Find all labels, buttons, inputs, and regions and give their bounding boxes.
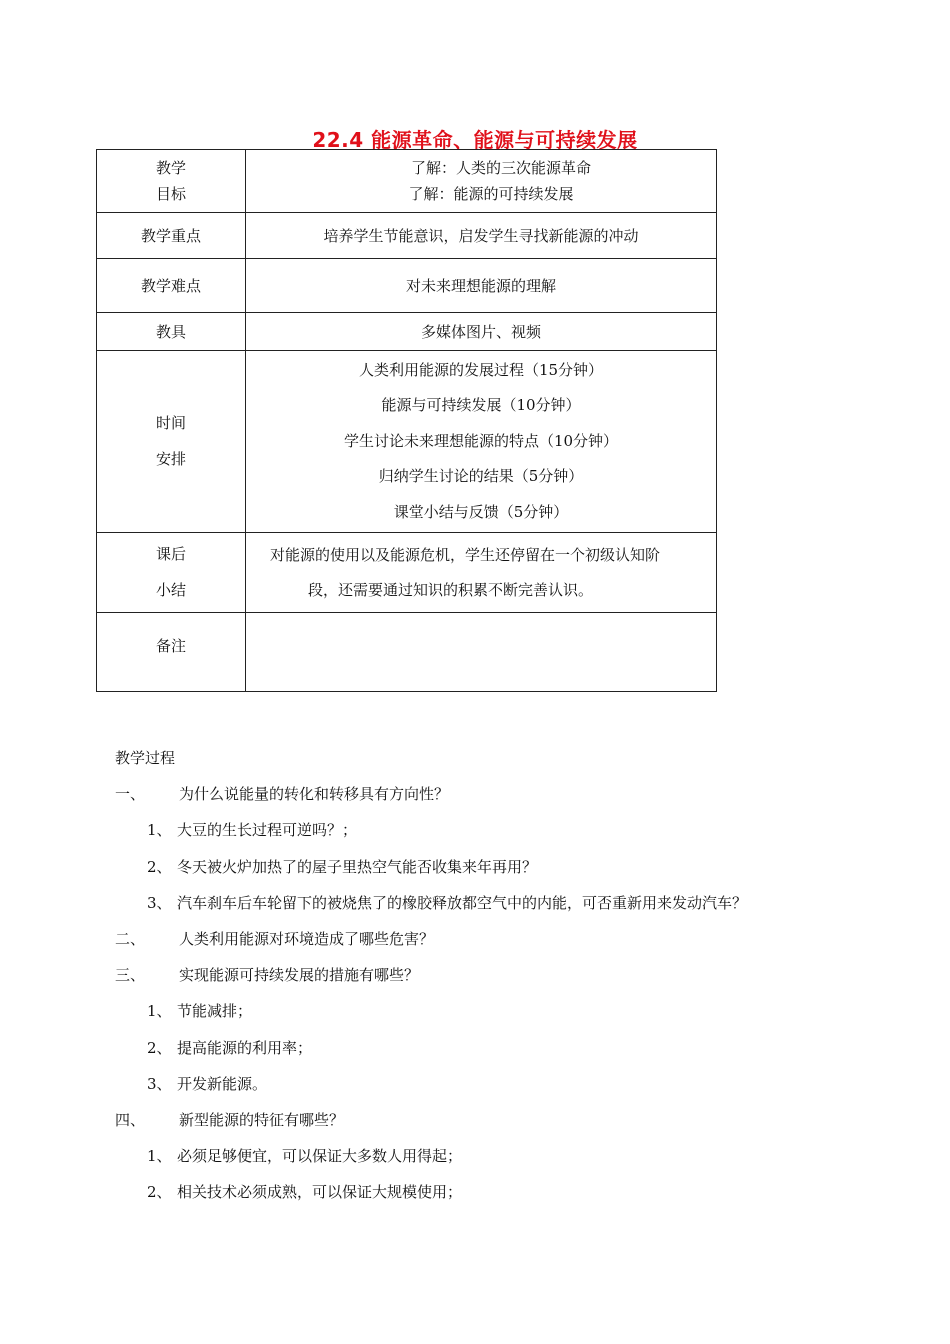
table-row-schedule	[97, 351, 717, 533]
notes-label: 备注	[97, 613, 246, 692]
summary-label-line1: 课后	[155, 545, 186, 563]
table-row-notes	[97, 613, 717, 692]
section-text: 为什么说能量的转化和转移具有方向性？	[179, 785, 450, 804]
difficulty-label: 教学难点	[97, 259, 246, 313]
process-item	[115, 885, 835, 921]
tools-content: 多媒体图片、视频	[246, 313, 717, 351]
summary-content-cell	[246, 533, 717, 613]
goal-label-cell	[97, 150, 246, 213]
goal-label-line2: 目标	[155, 185, 186, 203]
item-number: 1、	[147, 821, 172, 840]
difficulty-content: 对未来理想能源的理解	[246, 259, 717, 313]
schedule-item: 归纳学生讨论的结果（5分钟）	[378, 467, 584, 486]
item-text: 提高能源的利用率；	[177, 1038, 313, 1057]
goal-line-2: 了解：能源的可持续发展	[408, 185, 574, 203]
summary-label-line2: 小结	[155, 580, 186, 599]
item-text: 相关技术必须成熟，可以保证大规模使用；	[177, 1183, 463, 1202]
section-number: 三、	[115, 966, 146, 985]
item-number: 2、	[147, 857, 172, 876]
goal-content-cell	[246, 150, 717, 213]
section-text: 实现能源可持续发展的措施有哪些？	[179, 966, 420, 985]
process-item	[115, 1174, 835, 1210]
schedule-label-line2: 安排	[155, 449, 186, 468]
process-section	[115, 1102, 835, 1138]
item-number: 2、	[147, 1183, 172, 1202]
section-text: 人类利用能源对环境造成了哪些危害？	[179, 929, 435, 948]
section-text: 新型能源的特征有哪些？	[179, 1110, 345, 1129]
item-number: 2、	[147, 1038, 172, 1057]
process-item	[115, 1030, 835, 1066]
schedule-label-line1: 时间	[155, 414, 186, 432]
item-text: 必须足够便宜，可以保证大多数人用得起；	[177, 1147, 463, 1166]
table-row-summary	[97, 533, 717, 613]
goal-label-line1: 教学	[155, 159, 186, 177]
process-item	[115, 812, 835, 848]
item-number: 1、	[147, 1002, 172, 1021]
item-number: 3、	[147, 893, 172, 912]
section-number: 二、	[115, 929, 146, 948]
section-number: 四、	[115, 1110, 146, 1129]
item-text: 汽车刹车后车轮留下的被烧焦了的橡胶释放都空气中的内能，可否重新用来发动汽车？	[177, 893, 748, 912]
schedule-label-cell	[97, 351, 246, 533]
goal-line-1: 了解：人类的三次能源革命	[410, 159, 591, 177]
teaching-process	[115, 740, 835, 1210]
item-text: 节能减排；	[177, 1002, 253, 1021]
table-row-difficulty	[97, 259, 717, 313]
process-item	[115, 849, 835, 885]
schedule-item: 能源与可持续发展（10分钟）	[381, 396, 581, 415]
item-number: 1、	[147, 1147, 172, 1166]
process-section	[115, 957, 835, 993]
tools-label: 教具	[97, 313, 246, 351]
item-number: 3、	[147, 1074, 172, 1093]
process-section	[115, 921, 835, 957]
key-point-content: 培养学生节能意识，启发学生寻找新能源的冲动	[246, 213, 717, 259]
item-text: 大豆的生长过程可逆吗？；	[177, 821, 358, 840]
process-section	[115, 776, 835, 812]
notes-content	[246, 613, 717, 692]
process-item	[115, 993, 835, 1029]
document-title: 22.4 能源革命、能源与可持续发展	[312, 128, 638, 152]
schedule-item: 课堂小结与反馈（5分钟）	[393, 502, 569, 521]
summary-line-1: 对能源的使用以及能源危机，学生还停留在一个初级认知阶	[270, 545, 661, 564]
section-number: 一、	[115, 785, 146, 804]
process-item	[115, 1066, 835, 1102]
process-item	[115, 1138, 835, 1174]
table-row-goal	[97, 150, 717, 213]
item-text: 开发新能源。	[177, 1074, 268, 1093]
schedule-content-cell	[246, 351, 717, 533]
schedule-item: 人类利用能源的发展过程（15分钟）	[358, 360, 604, 379]
schedule-item: 学生讨论未来理想能源的特点（10分钟）	[343, 431, 619, 450]
item-text: 冬天被火炉加热了的屋子里热空气能否收集来年再用？	[177, 857, 538, 876]
summary-line-2: 段，还需要通过知识的积累不断完善认识。	[308, 580, 594, 599]
table-row-tools	[97, 313, 717, 351]
process-heading: 教学过程	[115, 749, 176, 767]
table-row-key-point	[97, 213, 717, 259]
key-point-label: 教学重点	[97, 213, 246, 259]
lesson-plan-table	[96, 149, 717, 692]
summary-label-cell	[97, 533, 246, 613]
